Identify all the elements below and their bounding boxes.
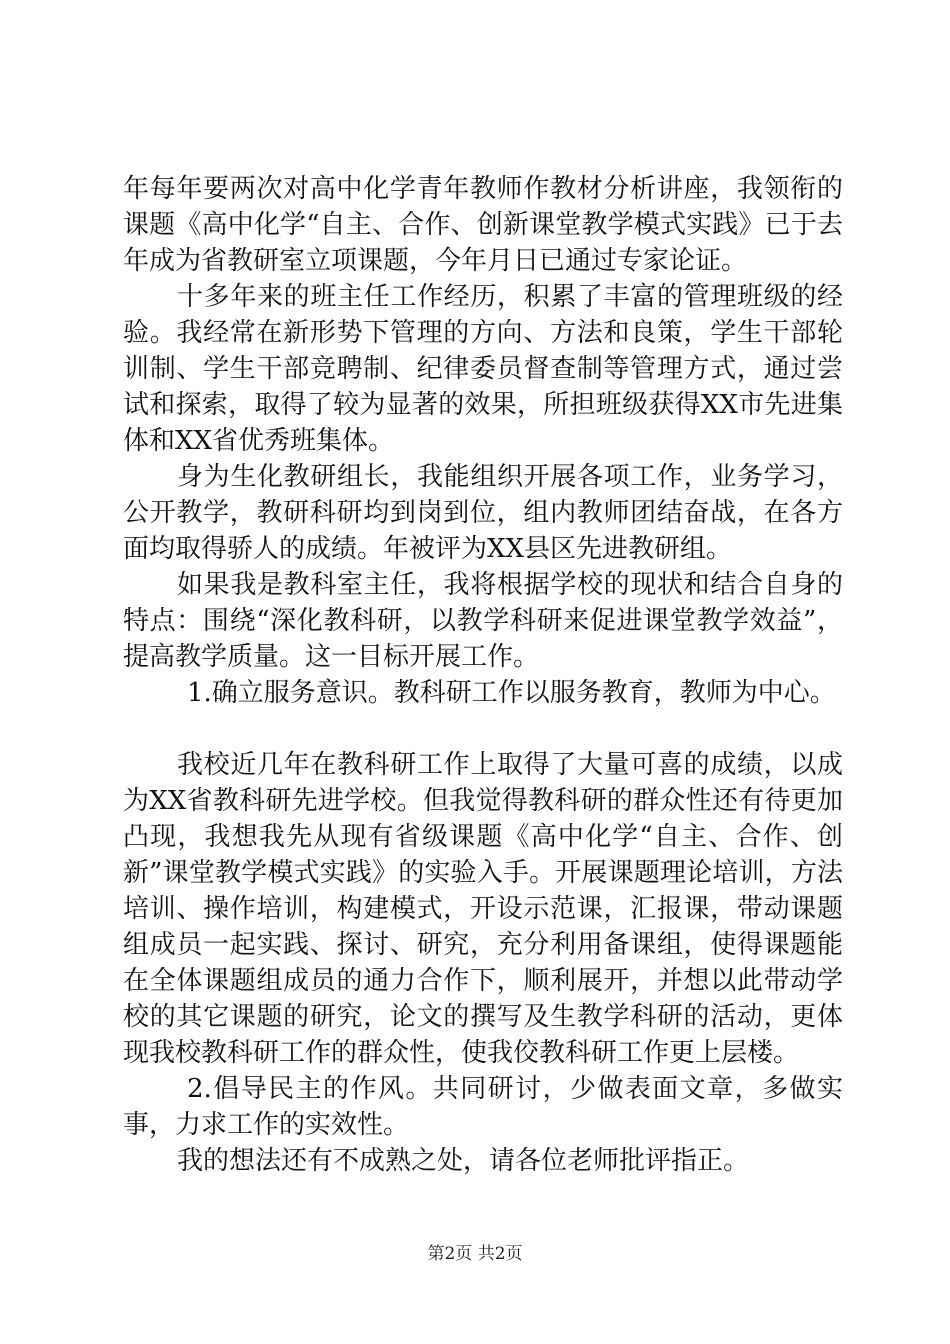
paragraph-research-achievements: 我校近几年在教科研工作上取得了大量可喜的成绩，以成为XX省教科研先进学校。但我觉得教科研的群众性还有待更加凸现，我想我先从现有省级课题《高中化学“自主、合作、创新”课堂教学模式实践》的实验入手。开展课题理论培训，方法培训、操作培训，构建模式，开设示范课，汇报课，带动课题组成员一起实践、探讨、研究，充分利用备课组，使得课题能在全体课题组成员的通力合作下，顺利展开，并想以此带动学校的其它课题的研究，论文的撰写及生教学科研的活动，更体现我校教科研工作的群众性，使我佼教科研工作更上层楼。 (123, 750, 843, 1068)
paragraph-class-teacher-experience: 十多年来的班主任工作经历，积累了丰富的管理班级的经验。我经常在新形势下管理的方向、方法和良策，学生干部轮训制、学生干部竞聘制、纪律委员督查制等管理方式，通过尝试和探索，取得了较为显著的效果，所担班级获得XX市先进集体和XX省优秀班集体。 (123, 282, 843, 456)
paragraph-research-group-leader: 身为生化教研组长，我能组织开展各项工作，业务学习，公开教学，教研科研均到岗到位，组内教师团结奋战，在各方面均取得骄人的成绩。年被评为XX县区先进教研组。 (123, 462, 843, 564)
document-body (123, 171, 843, 1179)
paragraph-closing: 我的想法还有不成熟之处，请各位老师批评指正。 (177, 1146, 750, 1176)
paragraph-course-lecture: 年每年要两次对高中化学青年教师作教材分析讲座，我领衔的课题《高中化学“自主、合作、创新课堂教学模式实践》已于去年成为省教研室立项课题，今年月日已通过专家论证。 (123, 174, 843, 276)
paragraph-item-1: 1.确立服务意识。教科研工作以服务教育，教师为中心。 (187, 678, 836, 708)
page-footer: 第2页 共2页 (427, 1244, 523, 1264)
paragraph-gap (123, 711, 843, 747)
paragraph-director-plan: 如果我是教科室主任，我将根据学校的现状和结合自身的特点：围绕“深化教科研，以教学科研来促进课堂教学效益”，提高教学质量。这一目标开展工作。 (123, 570, 843, 672)
paragraph-item-2: 2.倡导民主的作风。共同研讨，少做表面文章，多做实事，力求工作的实效性。 (123, 1074, 843, 1140)
